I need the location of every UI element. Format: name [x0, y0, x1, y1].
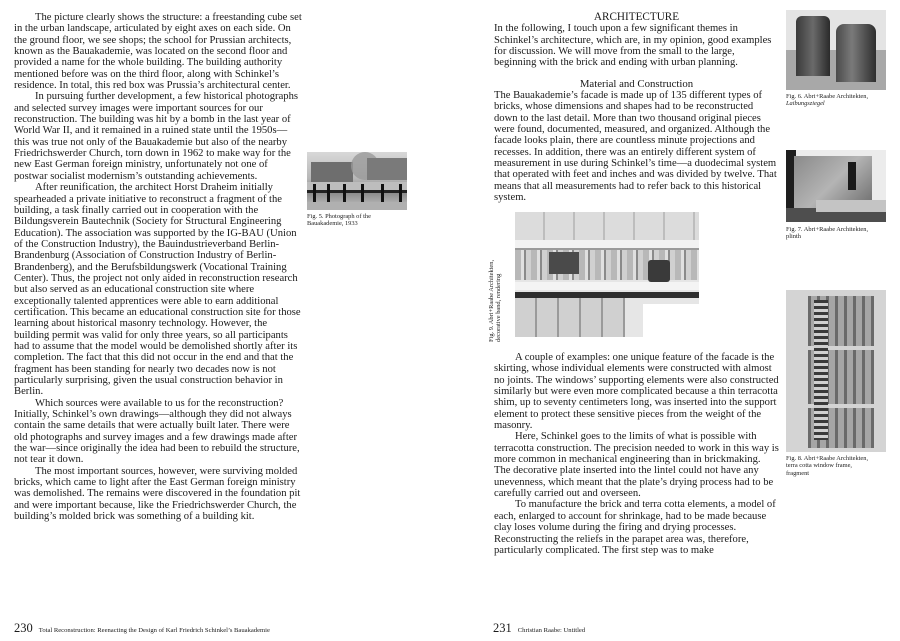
figure-9-caption — [488, 212, 503, 342]
paragraph: In the following, I touch upon a few significant themes in Schinkel’s architecture, which are, in my opinion, good examples for discussion. We will move from the small to the large, beginning with the brick and ending with urban planning. — [494, 23, 772, 69]
paragraph: The picture clearly shows the structure: a freestanding cube set in the urban landscape, articulated by eight axes on each side. On the ground floor, we see shops; the school for Prussian architects, known as the Bauakademie, was located on the second floor and provided a name for the whole building. The building authority mentioned before was on the third floor, along with Schinkel’s residence. In total, this red box was Prussia’s architectural center. — [14, 12, 302, 92]
subsection-heading: Material and Construction — [579, 77, 694, 90]
caption-line: Laibungsziegel — [786, 100, 825, 108]
left-page-text — [14, 12, 302, 522]
running-title: Total Reconstruction: Reenacting the Design of Karl Friedrich Schinkel’s Bauakademie — [38, 627, 270, 634]
figure-8-caption — [786, 455, 898, 477]
caption-line: terra cotta window frame, — [786, 462, 853, 470]
caption-line: decorative band, rendering — [495, 273, 503, 342]
paragraph: A couple of examples: one unique feature of the facade is the skirting, whose individual elements were constructed with almost no joints. The windows’ supporting elements were also constructed similarly but were even more complicated because a thin terracotta shim, up to seventy centimeters long, was inserted into the support element to protect these sensitive pieces from the weight of the masonry. — [494, 352, 779, 432]
paragraph: After reunification, the architect Horst Draheim initially spearheaded a private initiative to reconstruct a fragment of the building, a task finally carried out in cooperation with the Bildungsverein Bautechnik (Society for Structural Engineering Education). The association was supported by the IG-BAU (Union of the Construction Industry), the Bauindustrieverband Berlin-Brandenburg (Association of Construction Industry of Berlin-Brandenberg), and the Berufsbildungswerk (Vocational Training Center). Thus, the project not only aided in reconstruction research but also served as an educational construction site where exceptionally talented apprentices were able to earn additional certification. This became an educational construction site for those learning about historical masonry technology. However, the building permit was valid for only three years, so all participants had to assume that the model would be demolished shortly after its completion. The fact that this did not occur in the end and that the fragment has been standing for nearly two decades now is not particularly surprising, given the usual construction behavior in Berlin. — [14, 182, 301, 398]
right-folio — [493, 621, 585, 636]
caption-line: Fig. 9. Abri+Raabe Architekten, — [488, 259, 495, 342]
paragraph: In pursuing further development, a few historical photographs and selected survey images were important sources for our reconstruction. The building was hit by a bomb in the last year of World War II, and it remained in a ruined state until the 1950s—this was true not only of the Bauakademie but also of the nearby Friedrichswerder Church, torn down in 1962 to make way for the new East German foreign ministry, unfortunately not one of postwar socialist modernism’s outstanding achievements. — [14, 91, 299, 182]
figure-5-caption — [307, 213, 417, 228]
running-title: Christian Raabe: Untitled — [517, 627, 586, 634]
figure-8-photo-window-frame-fragment — [786, 290, 886, 452]
page-number: 231 — [493, 621, 512, 635]
paragraph: The Bauakademie’s facade is made up of 135 different types of bricks, whose dimensions and shapes had to be reconstructed down to the last detail. More than two thousand original pieces were found, documented, measured, and organized. Although the facade looks plain, there are countless minute projections and recesses. In addition, there was an entirely different system of measurement in use during Schinkel’s time—a duodecimal system that operated with feet and inches and was divided by twelve. That means that all measurements had to refer back to this historical system. — [494, 90, 777, 204]
section-heading: ARCHITECTURE — [593, 11, 680, 23]
caption-line: Fig. 5. Photograph of the — [307, 213, 371, 220]
caption-line: fragment — [786, 469, 810, 477]
paragraph: Here, Schinkel goes to the limits of what is possible with terracotta construction. The precision needed to work in this way is more common in mechanical engineering than in brickmaking. The decorative plate inserted into the lintel could not have any unevenness, which meant that the plate’s drying process had to be carefully carried out and overseen. — [494, 431, 779, 500]
right-page-text-lower — [494, 352, 779, 556]
figure-7-caption — [786, 226, 898, 241]
caption-line: Fig. 7. Abri+Raabe Architekten, — [786, 226, 869, 233]
caption-line: Fig. 6. Abri+Raabe Architekten, — [786, 93, 869, 100]
page-number: 230 — [14, 621, 33, 635]
figure-9-rendering-decorative-band — [515, 212, 699, 337]
caption-line: Fig. 8. Abri+Raabe Architekten, — [786, 455, 869, 462]
figure-6-caption — [786, 93, 898, 108]
right-page-text-upper — [494, 12, 779, 204]
figure-7-photo-plinth — [786, 150, 886, 222]
paragraph: The most important sources, however, were surviving molded bricks, which came to light after the East German foreign ministry was demolished. The remains were discovered in the foundation pit and were important because, like the Friedrichswerder Church, the building’s molded brick was something of a building kit. — [14, 465, 301, 523]
paragraph: Which sources were available to us for the reconstruction? Initially, Schinkel’s own drawings—although they did not always contain the same details that were actually built later. There were old photographs and survey images and a few drawings made after the war—since originally the idea had been to rebuild the structure, not tear it down. — [14, 397, 300, 466]
caption-line: plinth — [786, 233, 801, 241]
left-folio — [14, 621, 270, 636]
figure-5-photo-bauakademie — [307, 152, 407, 210]
paragraph: To manufacture the brick and terra cotta elements, a model of each, enlarged to account for shrinkage, had to be made because clay loses volume during the firing and drying processes. Reconstructing the reliefs in the parapet area was, therefore, particularly complicated. The first step was to make — [494, 499, 776, 556]
caption-line: Bauakademie, 1933 — [307, 220, 358, 228]
figure-6-photo-laibungsziegel — [786, 10, 886, 90]
